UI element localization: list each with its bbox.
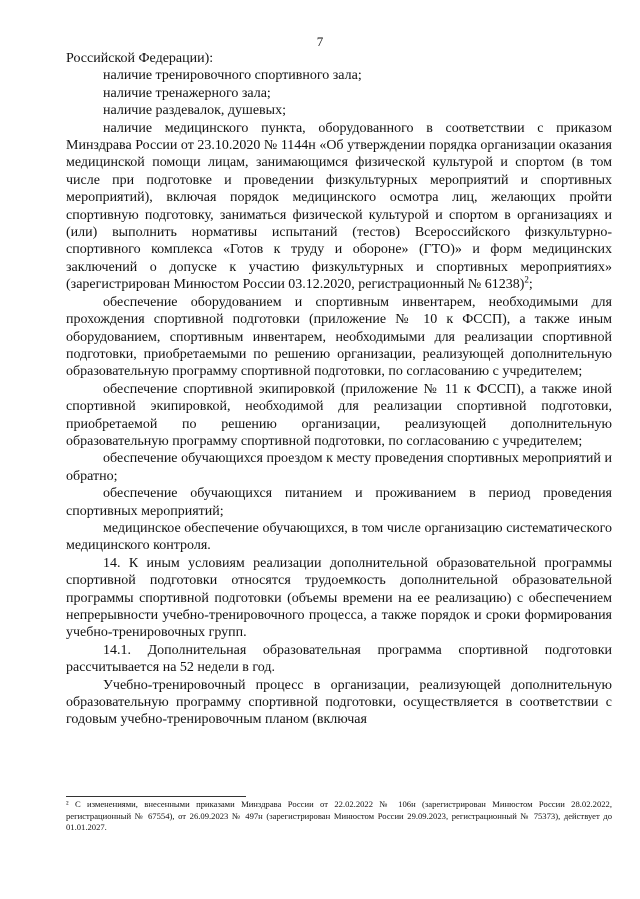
paragraph: наличие тренировочного спортивного зала; <box>103 68 362 84</box>
footnote-reference: 2 <box>524 274 529 285</box>
paragraph-tail: ; <box>528 277 533 293</box>
paragraph: Учебно-тренировочный процесс в организации, реализующей дополнительную образовательную программу спортивной подготовки, осуществляется в соответствии с годовым учебно-тренировочным планом (включая <box>66 677 612 728</box>
paragraph <box>66 120 612 294</box>
paragraph: обеспечение спортивной экипировкой (приложение № 11 к ФССП), а также иной спортивной экипировкой, необходимой для реализации спортивной подготовки, приобретаемой по решению организации, реализующей дополнительную образовательную программу спортивной подготовки, по согласованию с учредителем; <box>66 381 612 449</box>
page-number: 7 <box>316 34 324 49</box>
paragraph: обеспечение обучающихся проездом к месту проведения спортивных мероприятий и обратно; <box>66 451 612 484</box>
paragraph-text: наличие медицинского пункта, оборудованного в соответствии с приказом Минздрава России от 23.10.2020 № 1144н «Об утверждении порядка организации оказания медицинской помощи лицам, занимающимся физической культурой и спортом (в том числе при подготовке и проведении физкультурных мероприятий и спортивных мероприятий), включая порядок медицинского осмотра лиц, желающих пройти спортивную подготовку, заниматься физической культурой и спортом в организациях и (или) выполнить нормативы испытаний (тестов) Всероссийского физкультурно-спортивного комплекса «Готов к труду и обороне» (ГТО)» и форм медицинских заключений о допуске к участию физкультурных и спортивных мероприятиях» (зарегистрирован Минюстом России 03.12.2020, регистрационный № 61238) <box>66 120 612 293</box>
paragraph: Российской Федерации): <box>66 51 214 66</box>
document-body <box>66 50 612 729</box>
paragraph: наличие раздевалок, душевых; <box>103 103 286 119</box>
footnote: ² С изменениями, внесенными приказами Минздрава России от 22.02.2022 № 106н (зарегистрирован Минюстом России 28.02.2022, регистрационный № 67554), от 26.09.2023 № 497н (зарегистрирован Минюстом России 29.09.2023, регистрационный № 75373), действует до 01.01.2027. <box>66 799 612 832</box>
paragraph: медицинское обеспечение обучающихся, в том числе организацию систематического медицинского контроля. <box>66 520 612 554</box>
paragraph: 14. К иным условиям реализации дополнительной образовательной программы спортивной подготовки относятся трудоемкость дополнительной образовательной программы спортивной подготовки (объемы времени на ее реализацию) с обеспечением непрерывности учебно-тренировочного процесса, а также порядок и сроки формирования учебно-тренировочных групп. <box>66 555 612 641</box>
paragraph: обеспечение оборудованием и спортивным инвентарем, необходимыми для прохождения спортивной подготовки (приложение № 10 к ФССП), а также иным оборудованием, спортивным инвентарем, необходимыми для реализации спортивной подготовки, приобретаемыми по решению организации, реализующей дополнительную образовательную программу спортивной подготовки, по согласованию с учредителем; <box>66 294 612 380</box>
paragraph: наличие тренажерного зала; <box>103 85 271 101</box>
footnote-divider <box>66 796 246 797</box>
paragraph: 14.1. Дополнительная образовательная программа спортивной подготовки рассчитывается на 52 недели в год. <box>66 642 612 676</box>
paragraph: обеспечение обучающихся питанием и проживанием в период проведения спортивных мероприятий; <box>66 486 612 519</box>
